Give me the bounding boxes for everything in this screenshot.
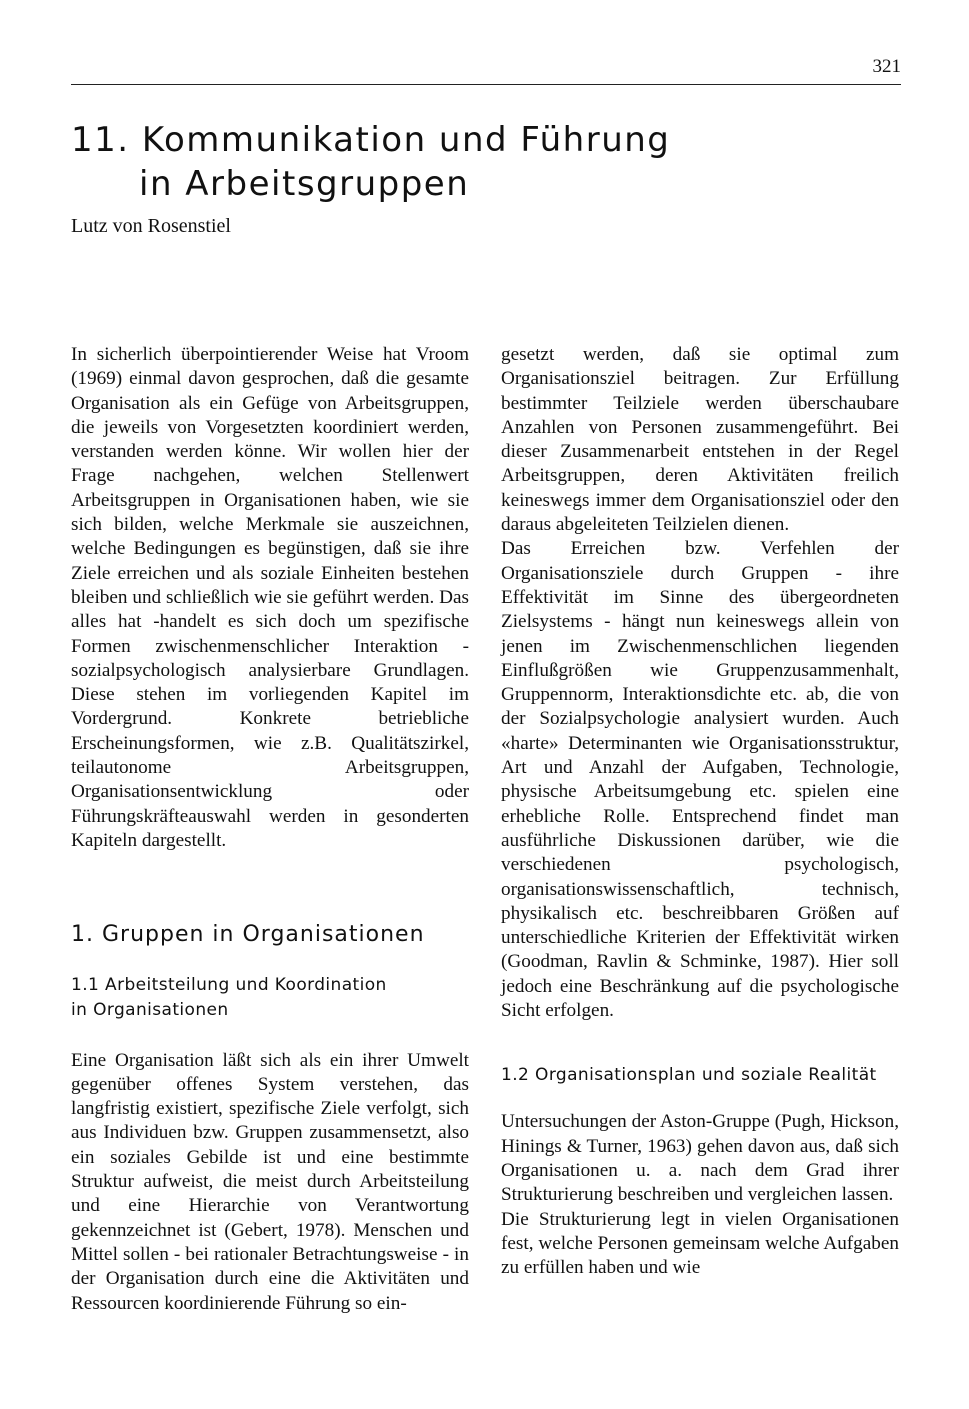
subsection-1-1-paragraph: Eine Organisation läßt sich als ein ihrer Umwelt gegenüber offenes System verstehen, das langfristig existiert, spezifische Ziele verfolgt, sich aus Individuen bzw. Gruppen zusammensetzt, also ein soziales Gebilde ist und eine bestimmte Struktur aufweist, die meist durch Arbeitsteilung und eine Hierarchie von Verantwortung gekennzeichnet ist (Gebert, 1978). Menschen und Mittel sollen - bei rationaler Betrachtungsweise - in der Organisation durch eine die Aktivitäten und Ressourcen koordinierende Führung so ein- (71, 1049, 469, 1314)
right-column (501, 343, 899, 1280)
subsection-heading-1-1 (71, 973, 469, 1023)
intro-paragraph: In sicherlich überpointierender Weise hat Vroom (1969) einmal davon gesprochen, daß die gesamte Organisation als ein Gefüge von Arbeitsgruppen, die jeweils von Vorgesetzten koordiniert werden, verstanden werden könne. Wir wollen hier der Frage nachgehen, welchen Stellenwert Arbeitsgruppen in Organisationen haben, wie sie sich bilden, welche Merkmale sie auszeichnen, welche Bedingungen es begünstigen, daß sie ihre Ziele erreichen und als soziale Einheiten bestehen bleiben und schließlich wie sie geführt werden. Das alles hat -handelt es sich doch um spezifische Formen zwischenmenschlicher Interaktion - sozialpsychologisch analysierbare Grundlagen. Diese stehen im vorliegenden Kapitel im Vordergrund. Konkrete betriebliche Erscheinungsformen, wie z.B. Qualitätszirkel, teilautonome Arbeitsgruppen, Organisationsentwicklung oder Führungskräfteauswahl werden in gesonderten Kapiteln dargestellt. (71, 344, 469, 851)
chapter-title-line1: 11. Kommunikation und Führung (71, 120, 671, 160)
subsection-heading-1-1-line1: 1.1 Arbeitsteilung und Koordination (71, 974, 387, 995)
chapter-title-line2: in Arbeitsgruppen (139, 164, 470, 204)
subsection-heading-1-2: 1.2 Organisationsplan und soziale Realität (501, 1065, 877, 1086)
author: Lutz von Rosenstiel (71, 215, 231, 237)
right-paragraph-1: gesetzt werden, daß sie optimal zum Organisationsziel beitragen. Zur Erfüllung bestimmter Teilziele werden überschaubare Anzahlen von Personen zusammengeführt. Bei dieser Zusammenarbeit entstehen in der Regel Arbeitsgruppen, deren Aktivitäten freilich keineswegs immer dem Organisationsziel oder den daraus abgeleiteten Teilzielen dienen. (501, 344, 899, 536)
right-paragraph-4: Die Strukturierung legt in vielen Organisationen fest, welche Personen gemeinsam welche Aufgaben zu erfüllen haben und wie (501, 1208, 899, 1279)
right-paragraph-2: Das Erreichen bzw. Verfehlen der Organisationsziele durch Gruppen - ihre Effektivität im Sinne des übergeordneten Zielsystems - hängt nun keineswegs allein von jenen im Zwischenmenschlichen liegenden Einflußgrößen wie Gruppenzusammenhalt, Gruppennorm, Interaktionsdichte etc. ab, die von der Sozialpsychologie analysiert wurden. Auch «harte» Determinanten wie Organisationsstruktur, Art und Anzahl der Aufgaben, Technologie, physische Arbeitsumgebung etc. spielen eine erhebliche Rolle. Entsprechend findet man ausführliche Diskussionen darüber, wie die verschiedenen psychologisch, organisationswissenschaftlich, technisch, physikalisch etc. beschreibbaren Größen auf unterschiedliche Kriterien der Effektivität wirken (Goodman, Ravlin & Schminke, 1987). Hier soll jedoch eine Beschränkung auf die psychologische Sicht erfolgen. (501, 538, 899, 1022)
right-paragraph-3: Untersuchungen der Aston-Gruppe (Pugh, Hickson, Hinings & Turner, 1963) gehen davon aus, daß sich Organisationen u. a. nach dem Grad ihrer Strukturierung beschreiben und vergleichen lassen. (501, 1111, 899, 1206)
left-column (71, 343, 469, 1316)
chapter-title (71, 118, 670, 206)
page-number: 321 (872, 56, 901, 77)
section-heading-1: 1. Gruppen in Organisationen (71, 922, 425, 948)
header-rule (71, 84, 901, 85)
subsection-heading-1-1-line2: in Organisationen (71, 999, 229, 1020)
